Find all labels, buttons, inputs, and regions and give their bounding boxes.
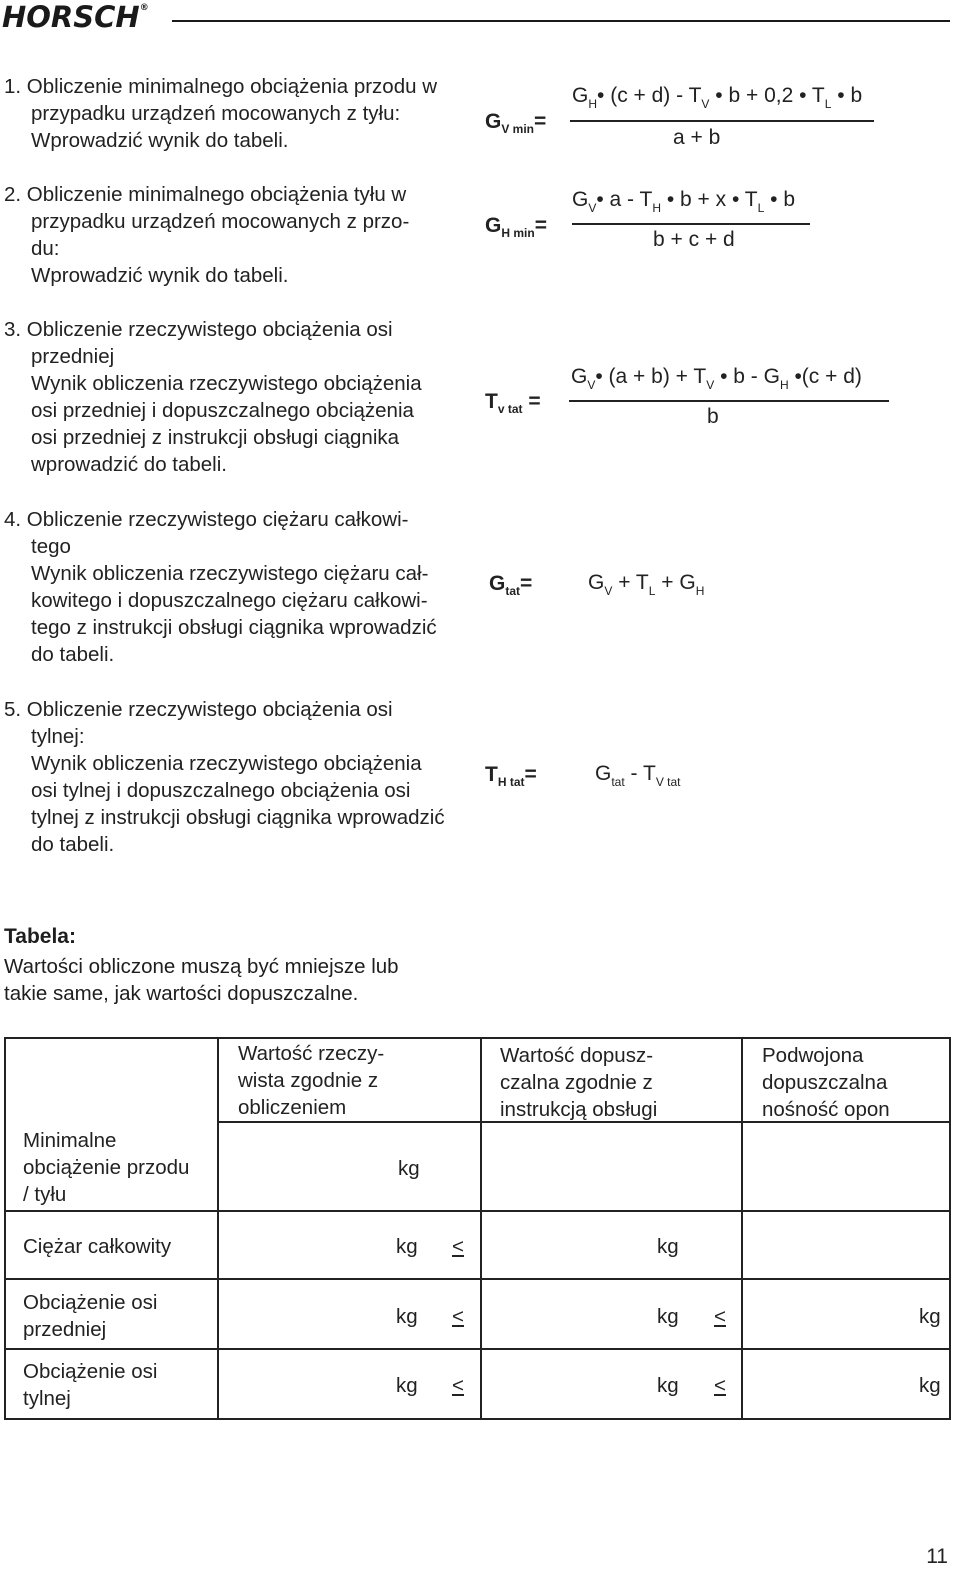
table-row-2-unit-permissible: kg [657, 1235, 679, 1258]
formula-1-denominator: a + b [673, 126, 721, 149]
table-head-permissible: Wartość dopusz- czalna zgodnie z instrukcją obsługi [500, 1044, 658, 1121]
table-col-sep-3 [741, 1037, 743, 1420]
table-border-right [949, 1037, 951, 1420]
tabela-title: Tabela: [4, 925, 76, 948]
header-rule [172, 20, 950, 22]
page-number: 11 [926, 1545, 948, 1568]
formula-3-fraction-bar [569, 400, 889, 402]
table-border-left [4, 1037, 6, 1420]
table-head-tyre-capacity: Podwojona dopuszczalna nośność opon [762, 1044, 890, 1121]
table-head-actual: Wartość rzeczy- wista zgodnie z obliczeniem [238, 1042, 385, 1119]
table-row-1-label: Minimalne obciążenie przodu / tyłu [23, 1129, 190, 1206]
formula-4-lhs: $G_{tat}=$ [489, 572, 533, 598]
table-row-3-unit-permissible: kg [657, 1305, 679, 1328]
table-row-3-unit-actual: kg [396, 1305, 418, 1328]
table-row-4-unit-tyre: kg [919, 1374, 941, 1397]
table-border-top [4, 1037, 950, 1039]
table-row-4-label: Obciążenie osi tylnej [23, 1360, 158, 1410]
table-col-sep-1 [217, 1037, 219, 1420]
item-3: 3. Obliczenie rzeczywistego obciążenia osi przedniej Wynik obliczenia rzeczywistego obciążenia osi przedniej i dopuszczalnego obciążenia osi przedniej z instrukcji obsługi ciągnika wprowadzić do tabeli. [4, 318, 422, 476]
table-row-sep-2 [4, 1278, 950, 1280]
table-row-2-unit-actual: kg [396, 1235, 418, 1258]
formula-5-rhs: $G_{tat} - T_{V tat}$ [595, 762, 681, 789]
table-row-4-leq-1: < [452, 1374, 464, 1397]
item-5: 5. Obliczenie rzeczywistego obciążenia osi tylnej: Wynik obliczenia rzeczywistego obciążenia osi tylnej i dopuszczalnego obciążenia osi tylnej z instrukcji obsługi ciągnika wprowadzić do tabeli. [4, 698, 445, 856]
table-row-sep-3 [4, 1348, 950, 1350]
table-row-3-leq-1: < [452, 1305, 464, 1328]
table-row-4-leq-2: < [714, 1374, 726, 1397]
formula-2-denominator: b + c + d [653, 228, 735, 251]
table-col-sep-2 [480, 1037, 482, 1420]
logo: HORSCH® [2, 0, 149, 34]
table-row-2-leq-1: < [452, 1235, 464, 1258]
item-2: 2. Obliczenie minimalnego obciążenia tyłu w przypadku urządzeń mocowanych z przo- du: Wprowadzić wynik do tabeli. [4, 183, 410, 287]
formula-1-fraction-bar [570, 120, 874, 122]
table-row-2-label: Ciężar całkowity [23, 1235, 172, 1258]
table-row-3-label: Obciążenie osi przedniej [23, 1291, 158, 1341]
formula-4-rhs: $G_V + T_L + G_H$ [588, 571, 705, 598]
table-row-3-leq-2: < [714, 1305, 726, 1328]
formula-1-lhs: $G_{V min}=$ [485, 110, 547, 136]
table-row-1-unit-actual: kg [398, 1157, 420, 1180]
table-row-3-unit-tyre: kg [919, 1305, 941, 1328]
table-row-sep-1 [4, 1210, 950, 1212]
formula-3-numerator: $G_V•$ $(a + b) + T_V$ • b - $G_H$ •(c + d) [571, 365, 862, 392]
table-row-4-unit-actual: kg [396, 1374, 418, 1397]
formula-2-lhs: $G_{H min}=$ [485, 214, 547, 240]
formula-3-lhs: $T_{v tat}$ = [485, 390, 541, 416]
formula-1-numerator: $G_H•$ $(c + d) - T_V$ • b + 0,2 • $T_L$ • b [572, 84, 863, 111]
tabela-note: Wartości obliczone muszą być mniejsze lub takie same, jak wartości dopuszczalne. [4, 955, 399, 1005]
formula-3-denominator: b [707, 405, 719, 428]
formula-2-numerator: $G_V•$ a - $T_H$ • b + x • $T_L$ • b [572, 188, 796, 215]
table-row-4-unit-permissible: kg [657, 1374, 679, 1397]
item-1: 1. Obliczenie minimalnego obciążenia przodu w przypadku urządzeń mocowanych z tyłu: Wprowadzić wynik do tabeli. [4, 75, 438, 152]
table-border-bottom [4, 1418, 950, 1420]
item-4: 4. Obliczenie rzeczywistego ciężaru całkowi- tego Wynik obliczenia rzeczywistego ciężaru cał- kowitego i dopuszczalnego ciężaru całkowi- tego z instrukcji obsługi ciągnika wprowadzić do tabeli. [4, 508, 437, 666]
formula-5-lhs: $T_{H tat}=$ [485, 763, 537, 789]
formula-2-fraction-bar [572, 223, 810, 225]
